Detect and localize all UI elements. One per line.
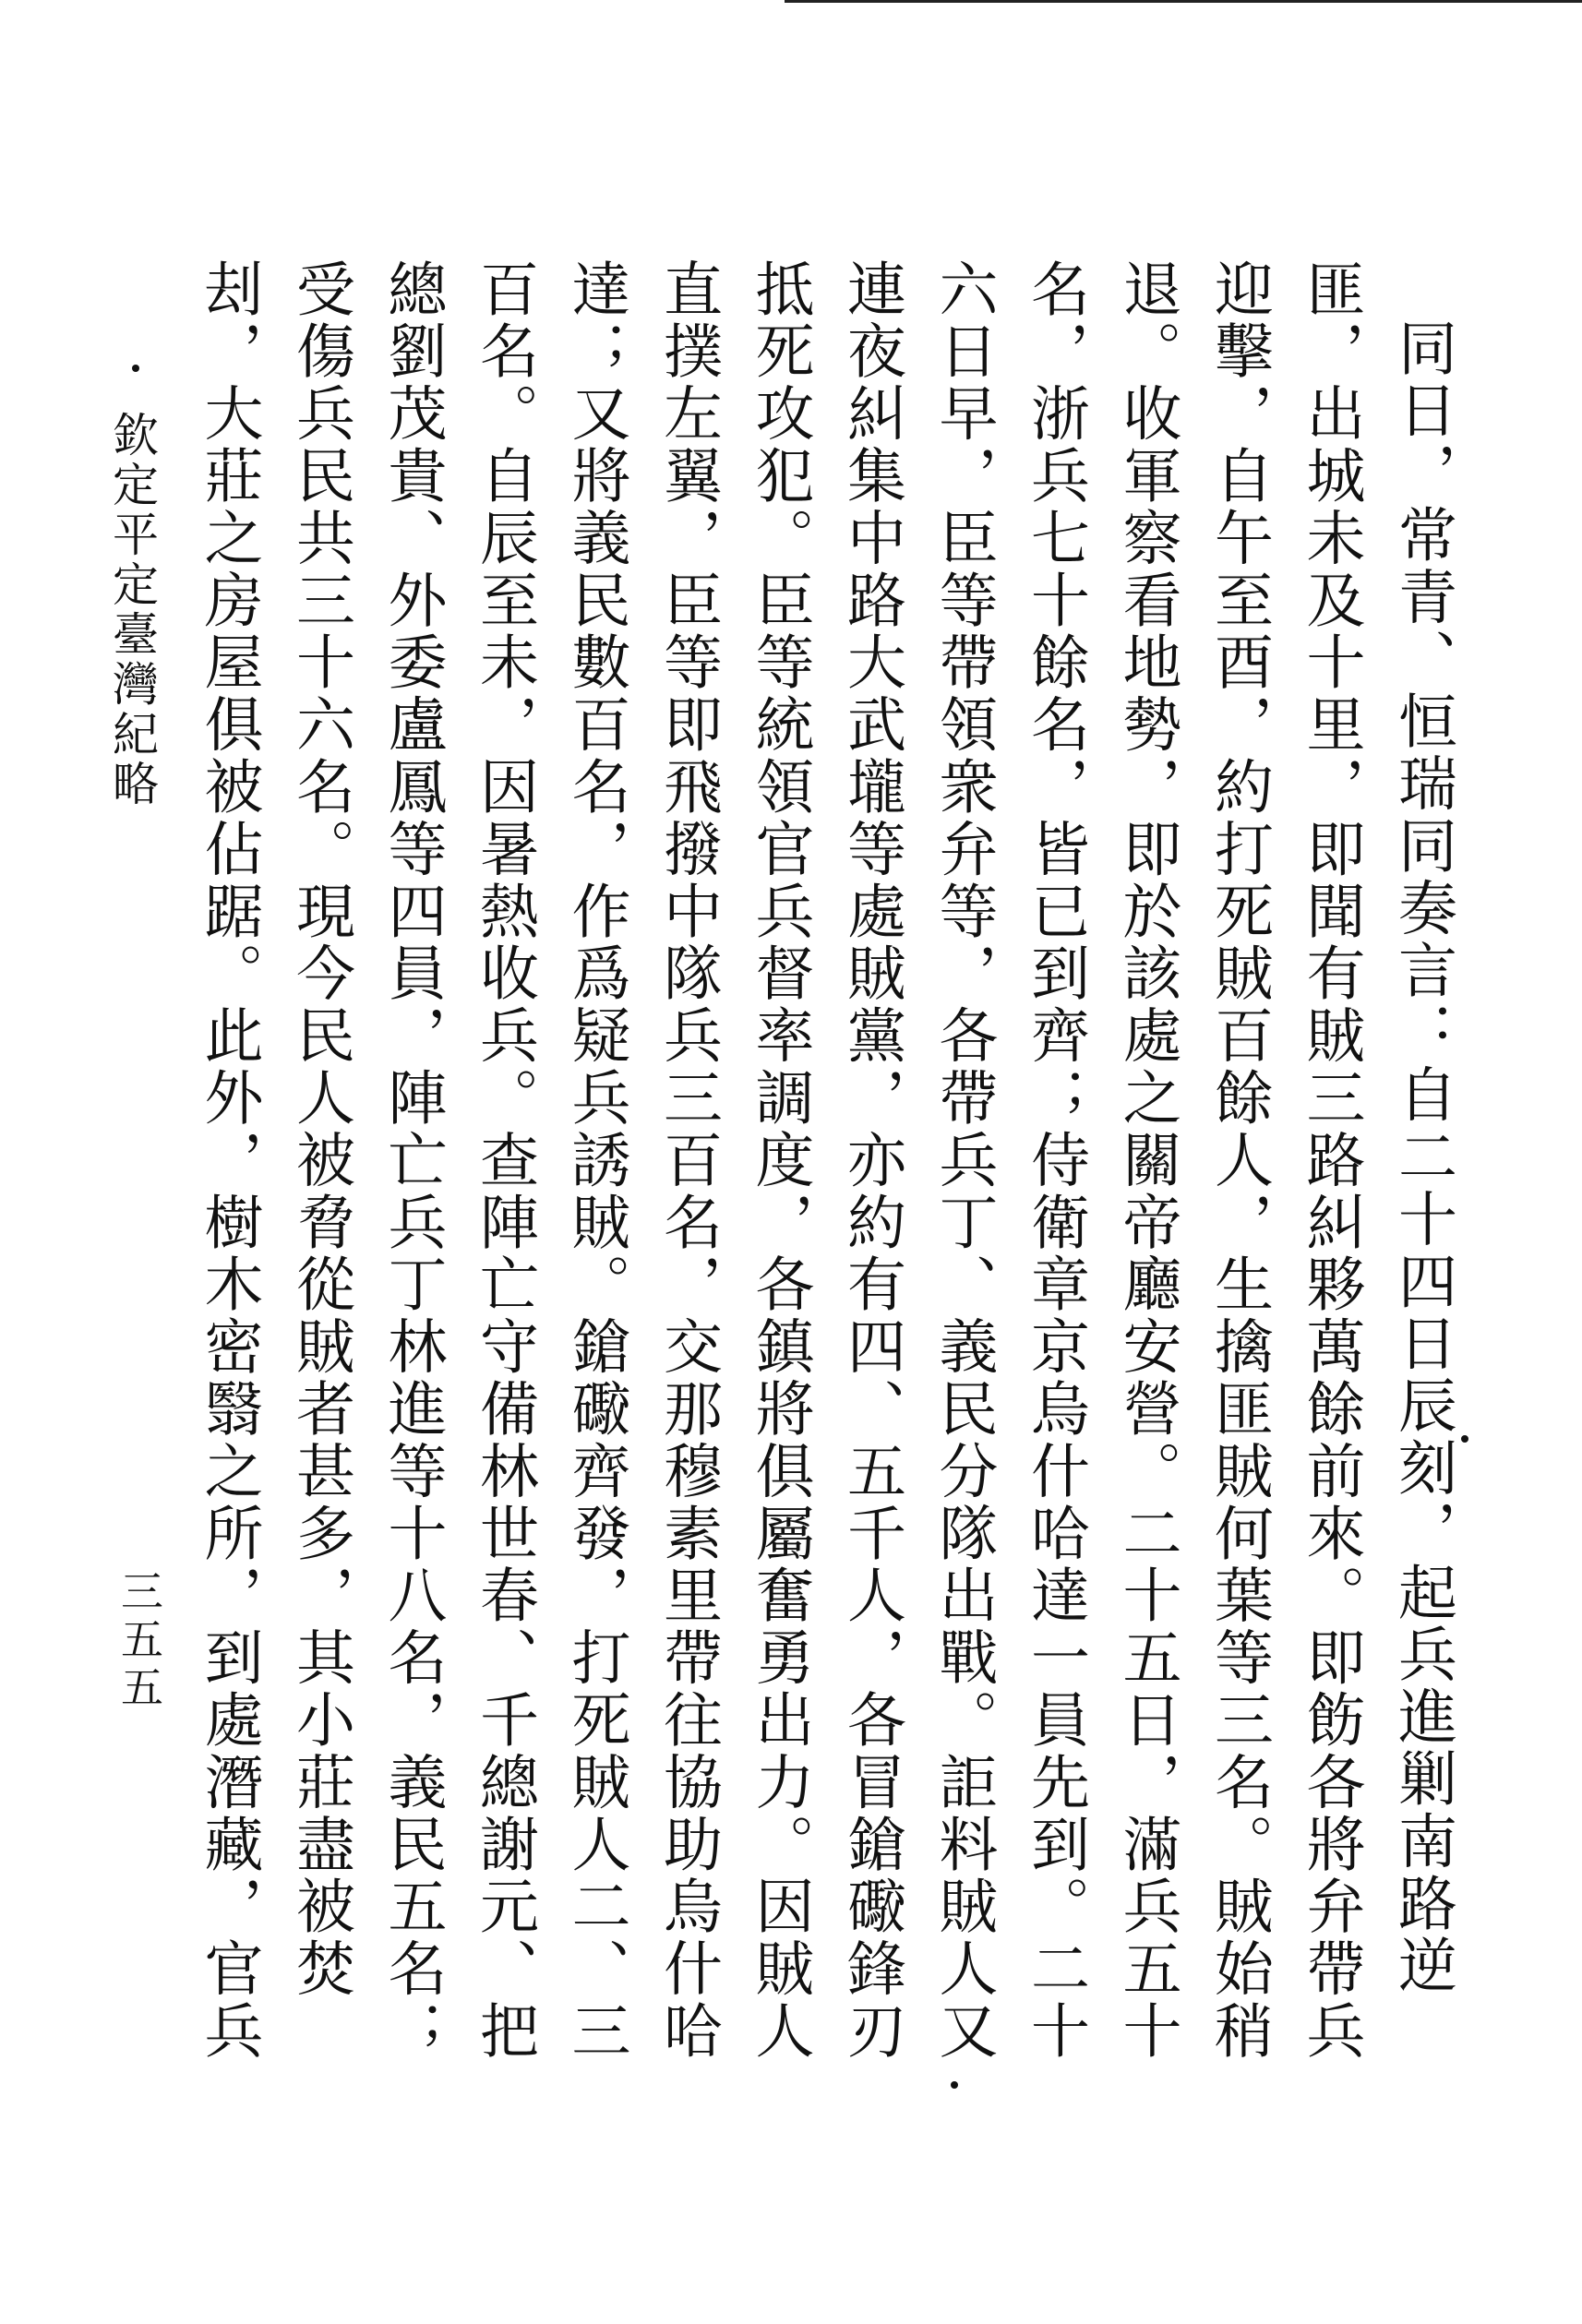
stray-mark [951, 2081, 958, 2089]
top-rule [785, 0, 1582, 3]
memorial-paragraph: 同日，常青、恒瑞同奏言：自二十四日辰刻，起兵進剿南路逆匪，出城未及十里，即聞有賊三路糾夥萬餘前來。即飭各將弁帶兵迎擊，自午至酉，約打死賊百餘人，生擒匪賊何葉等三名。賊始稍退。收軍察看地勢，即於該處之關帝廳安營。二十五日，滿兵五十名，浙兵七十餘名，皆已到齊；侍衛章京烏什哈達一員先到。二十六日早，臣等帶領衆弁等，各帶兵丁、義民分隊出戰。詎料賊人又連夜糾集中路大武壠等處賊黨，亦約有四、五千人，各冒鎗礮鋒刃抵死攻犯。臣等統領官兵督率調度，各鎮將俱屬奮勇出力。因賊人直撲左翼，臣等即飛撥中隊兵三百名，交那穆素里帶往協助烏什哈達；又將義民數百名，作爲疑兵誘賊。鎗礮齊發，打死賊人二、三百名。自辰至未，因暑熱收兵。查陣亡守備林世春、千總謝元、把總劉茂貴、外委盧鳳等四員，陣亡兵丁林進等十八名，義民五名；受傷兵民共三十六名。現今民人被脅從賊者甚多，其小莊盡被焚刦，大莊之房屋俱被佔踞。此外，樹木密翳之所，到處潛藏，官兵 [194, 258, 1456, 2063]
page-number: 三五五 [114, 1569, 164, 1713]
stray-mark [132, 365, 139, 372]
stray-mark [1461, 1435, 1468, 1443]
memorial-text-block [189, 258, 1468, 2095]
running-head-book-title: 欽定平定臺灣紀略 [105, 411, 159, 809]
